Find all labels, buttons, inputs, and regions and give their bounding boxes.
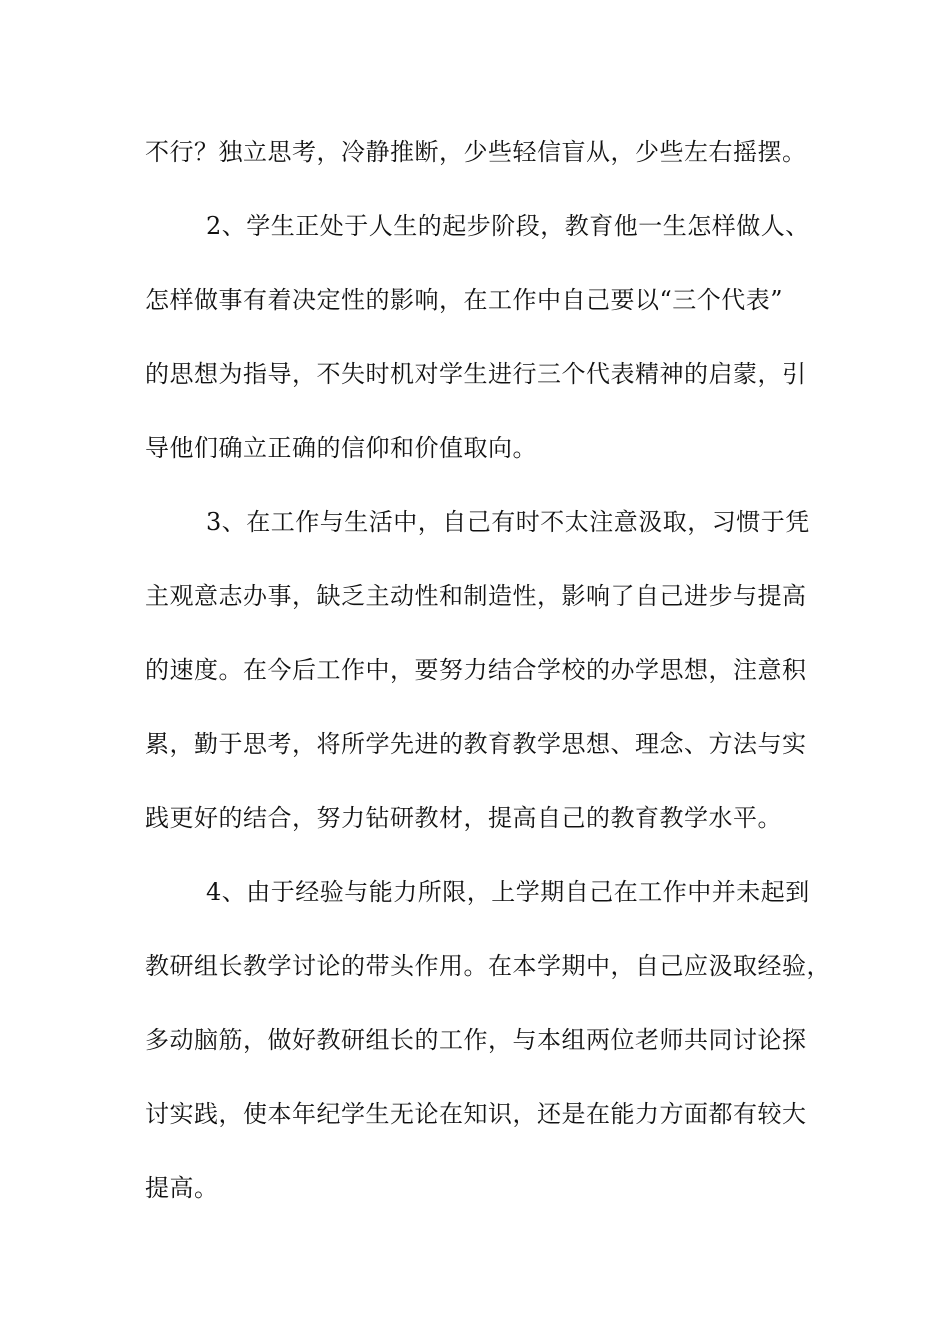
text-line: 导他们确立正确的信仰和价值取向。 xyxy=(145,434,537,462)
text-line: 讨实践，使本年纪学生无论在知识，还是在能力方面都有较大 xyxy=(145,1100,807,1128)
text-line: 的思想为指导，不失时机对学生进行三个代表精神的启蒙，引 xyxy=(145,360,807,388)
text-line: 教研组长教学讨论的带头作用。在本学期中，自己应汲取经验， xyxy=(145,952,831,980)
text-line: 的速度。在今后工作中，要努力结合学校的办学思想，注意积 xyxy=(145,656,807,684)
text-line: 不行？独立思考，冷静推断，少些轻信盲从，少些左右摇摆。 xyxy=(145,138,807,166)
text-line: 多动脑筋，做好教研组长的工作，与本组两位老师共同讨论探 xyxy=(145,1026,807,1054)
text-line: 提高。 xyxy=(145,1174,219,1202)
paragraph-4-start: 4、由于经验与能力所限，上学期自己在工作中并未起到 xyxy=(206,878,810,906)
paragraph-3-start: 3、在工作与生活中，自己有时不太注意汲取，习惯于凭 xyxy=(206,508,810,536)
text-line: 主观意志办事，缺乏主动性和制造性，影响了自己进步与提高 xyxy=(145,582,807,610)
text-line: 怎样做事有着决定性的影响，在工作中自己要以“三个代表” xyxy=(145,286,784,314)
text-line: 践更好的结合，努力钻研教材，提高自己的教育教学水平。 xyxy=(145,804,782,832)
text-line: 累，勤于思考，将所学先进的教育教学思想、理念、方法与实 xyxy=(145,730,807,758)
paragraph-2-start: 2、学生正处于人生的起步阶段，教育他一生怎样做人、 xyxy=(206,212,810,240)
